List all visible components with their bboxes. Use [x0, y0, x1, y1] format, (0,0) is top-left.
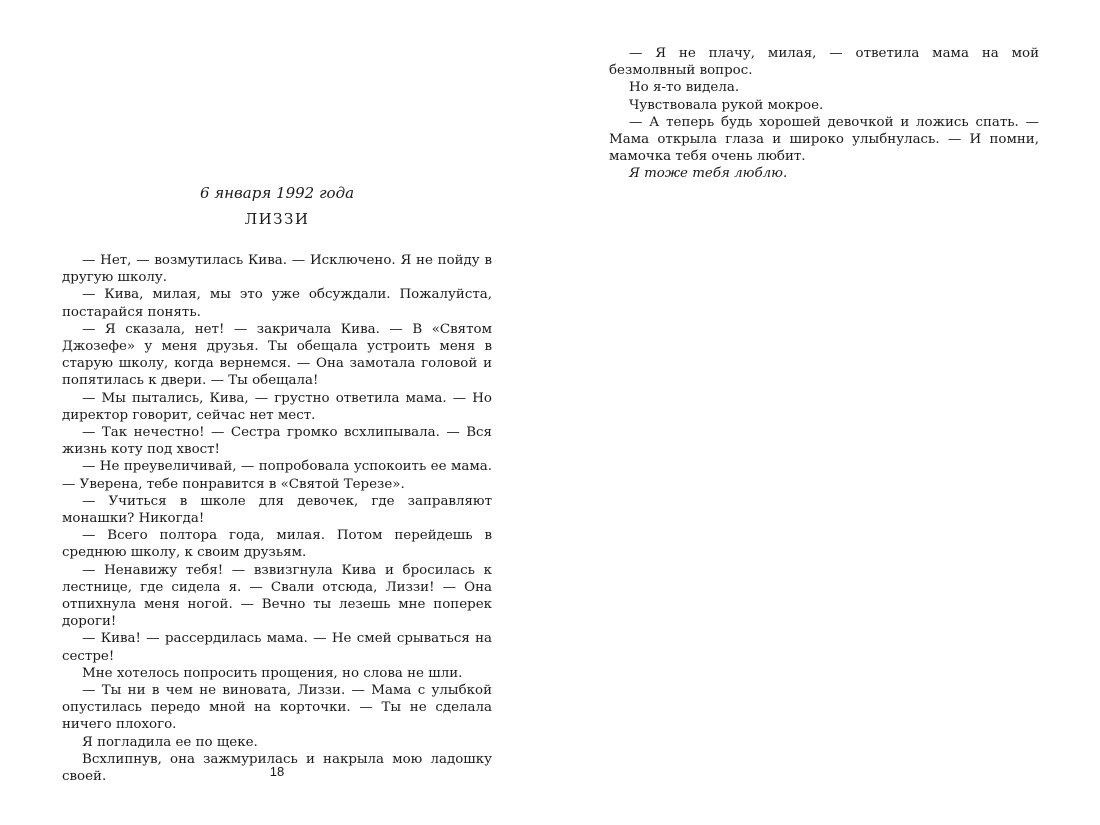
paragraph: — Не преувеличивай, — попробовала успокоить ее мама. — Уверена, тебе понравится в «Святой Терезе».: [62, 459, 492, 492]
paragraph: — Я сказала, нет! — закричала Кива. — В «Святом Джозефе» у меня друзья. Ты обещала устроить меня в старую школу, когда вернемся. — Она замотала головой и попятилась к двери. — Ты обещала!: [62, 321, 492, 389]
page-number: 18: [269, 764, 285, 779]
paragraph: — Мы пытались, Кива, — грустно ответила мама. — Но директор говорит, сейчас нет мест.: [62, 390, 492, 423]
paragraph: — Ненавижу тебя! — взвизгнула Кива и бросилась к лестнице, где сидела я. — Свали отсюда, Лиззи! — Она отпихнула меня ногой. — Вечно ты лезешь мне поперек дороги!: [62, 562, 492, 630]
left-page: [62, 0, 492, 825]
paragraph: — Ты ни в чем не виновата, Лиззи. — Мама с улыбкой опустилась передо мной на корточки. — Ты не сделала ничего плохого.: [62, 683, 492, 733]
right-page: [609, 0, 1039, 825]
chapter-date: 6 января 1992 года: [199, 184, 355, 202]
paragraph: — А теперь будь хорошей девочкой и ложись спать. — Мама открыла глаза и широко улыбнулась. — И помни, мамочка тебя очень любит.: [609, 114, 1039, 165]
paragraph: — Так нечестно! — Сестра громко всхлипывала. — Вся жизнь коту под хвост!: [62, 425, 492, 458]
paragraph: — Кива! — рассердилась мама. — Не смей срываться на сестре!: [62, 631, 492, 664]
paragraph: Я погладила ее по щеке.: [82, 734, 258, 750]
paragraph: — Кива, милая, мы это уже обсуждали. Пожалуйста, постарайся понять.: [62, 287, 492, 320]
paragraph: Чувствовала рукой мокрое.: [629, 97, 824, 113]
paragraph: Всхлипнув, она зажмурилась и накрыла мою ладошку своей.: [62, 751, 492, 785]
paragraph: — Учиться в школе для девочек, где заправляют монашки? Никогда!: [62, 493, 492, 527]
paragraph: — Нет, — возмутилась Кива. — Исключено. Я не пойду в другую школу.: [62, 253, 492, 286]
right-page-body: [609, 45, 1039, 183]
paragraph: — Я не плачу, милая, — ответила мама на мой безмолвный вопрос.: [609, 46, 1039, 79]
paragraph: Но я-то видела.: [629, 80, 740, 96]
chapter-title: ЛИЗЗИ: [244, 210, 310, 228]
left-page-body: [62, 252, 492, 785]
italic-paragraph: Я тоже тебя люблю.: [629, 166, 788, 182]
paragraph: Мне хотелось попросить прощения, но слова не шли.: [82, 665, 463, 681]
paragraph: — Всего полтора года, милая. Потом перейдешь в среднюю школу, к своим друзьям.: [62, 528, 492, 561]
